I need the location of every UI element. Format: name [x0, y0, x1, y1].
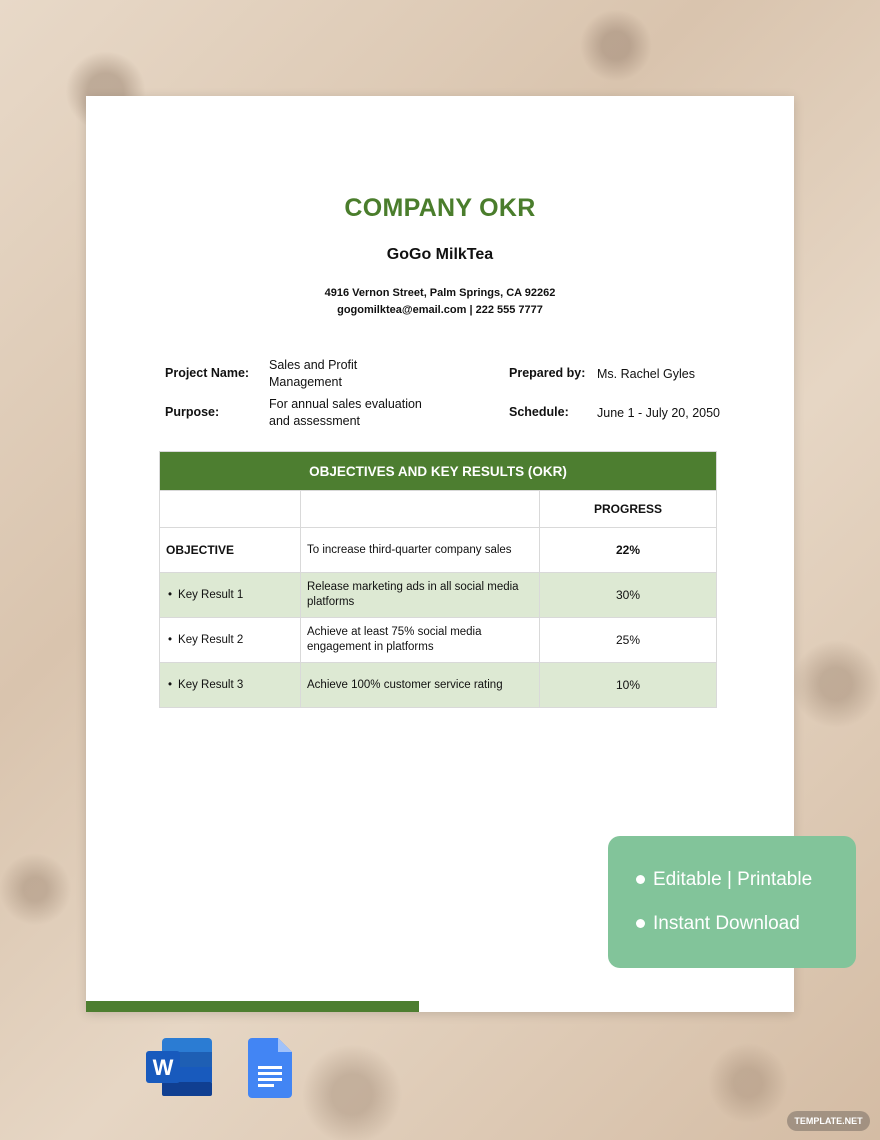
row-label: OBJECTIVE	[160, 528, 301, 573]
watermark-badge: TEMPLATE.NET	[787, 1111, 870, 1131]
row-progress: 10%	[540, 663, 717, 708]
purpose-label: Purpose:	[165, 405, 220, 419]
row-label: Key Result 1	[178, 589, 244, 601]
row-label-cell	[160, 573, 301, 618]
row-description: Release marketing ads in all social media platforms	[301, 573, 540, 618]
badge-text: Editable | Printable	[653, 869, 813, 890]
bullet-icon: •	[168, 679, 173, 691]
project-name-label: Project Name:	[165, 366, 250, 380]
bullet-icon: •	[168, 634, 173, 646]
row-progress: 22%	[540, 528, 717, 573]
bullet-icon	[636, 919, 645, 928]
badge-line-editable	[636, 869, 812, 891]
row-label-cell	[160, 663, 301, 708]
purpose-value	[269, 396, 422, 430]
table-row-key-result-3	[160, 663, 717, 708]
column-header-empty-2	[301, 491, 540, 528]
svg-text:W: W	[152, 1055, 174, 1080]
document-title: COMPANY OKR	[344, 194, 536, 222]
footer-accent-bar	[86, 1001, 419, 1012]
prepared-by-label: Prepared by:	[509, 366, 586, 380]
project-name-value	[269, 357, 357, 391]
purpose-line-1: For annual sales evaluation	[269, 397, 422, 411]
table-row-objective	[160, 528, 717, 573]
schedule-label: Schedule:	[509, 405, 569, 419]
row-description: To increase third-quarter company sales	[301, 528, 540, 573]
row-description: Achieve at least 75% social media engagement in platforms	[301, 618, 540, 663]
company-name: GoGo MilkTea	[386, 246, 494, 263]
badge-line-download	[636, 913, 800, 935]
row-progress: 30%	[540, 573, 717, 618]
feature-badge	[608, 836, 856, 968]
company-address: 4916 Vernon Street, Palm Springs, CA 92262	[324, 287, 556, 299]
company-contact: gogomilktea@email.com | 222 555 7777	[337, 304, 543, 316]
project-name-line-1: Sales and Profit	[269, 358, 358, 372]
row-label-cell	[160, 618, 301, 663]
okr-table-heading-row	[160, 452, 717, 491]
bullet-icon: •	[168, 589, 173, 601]
okr-table-heading: OBJECTIVES AND KEY RESULTS (OKR)	[160, 452, 717, 491]
purpose-line-2: and assessment	[269, 414, 361, 428]
prepared-by-value: Ms. Rachel Gyles	[597, 367, 695, 381]
table-row-key-result-2	[160, 618, 717, 663]
row-progress: 25%	[540, 618, 717, 663]
row-description: Achieve 100% customer service rating	[301, 663, 540, 708]
bullet-icon	[636, 875, 645, 884]
schedule-value: June 1 - July 20, 2050	[597, 406, 720, 420]
okr-column-header-row	[160, 491, 717, 528]
row-label: Key Result 2	[178, 634, 244, 646]
column-header-empty-1	[160, 491, 301, 528]
word-icon[interactable]	[146, 1038, 212, 1096]
progress-column-header: PROGRESS	[540, 491, 717, 528]
project-name-line-2: Management	[269, 375, 342, 389]
badge-text: Instant Download	[653, 913, 800, 934]
row-label: Key Result 3	[178, 679, 244, 691]
google-docs-icon[interactable]	[248, 1038, 292, 1098]
okr-table	[159, 451, 717, 708]
table-row-key-result-1	[160, 573, 717, 618]
